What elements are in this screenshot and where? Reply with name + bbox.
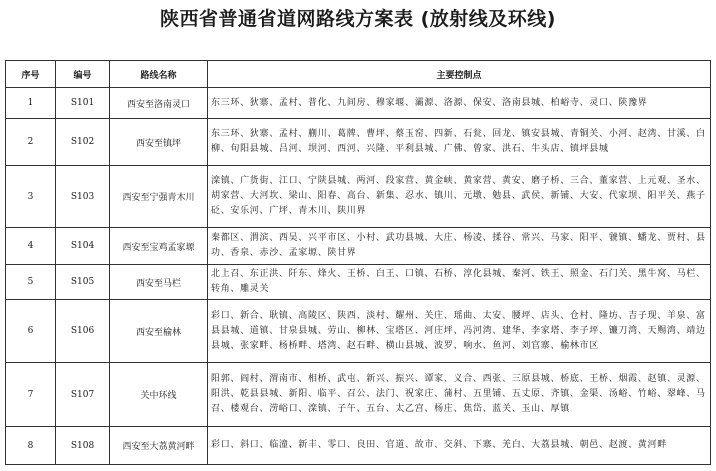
page-title: 陕西省普通省道网路线方案表 (放射线及环线)	[160, 8, 556, 30]
header-code: 编号	[56, 61, 110, 88]
cell-name: 西安至马栏	[110, 265, 208, 300]
cell-code: S104	[56, 228, 110, 265]
cell-controls: 东三环、狄寨、孟村、普化、九间房、穆家堰、灞源、洛源、保安、洛南县城、柏峪寺、灵口、陕豫界	[208, 88, 711, 119]
cell-code: S102	[56, 119, 110, 166]
table-row	[6, 228, 711, 265]
cell-seq: 7	[6, 363, 56, 427]
cell-code: S103	[56, 166, 110, 228]
header-name: 路线名称	[110, 61, 208, 88]
cell-controls: 彩口、新合、耿镇、高陵区、陕西、淡村、耀州、关庄、瑶曲、太安、腰坪、店头、仓村、隆坊、吉子现、羊泉、富县县城、道镇、甘泉县城、劳山、柳林、宝塔区、河庄坪、冯河湾、建华、李家塔、李子坪、镰刀湾、天赐湾、靖边县城、张家畔、杨桥畔、塔湾、赵石畔、横山县城、波罗、响水、鱼河、刘官寨、榆林市区	[208, 300, 711, 363]
cell-controls: 阳郭、阎村、渭南市、相桥、武屯、新兴、振兴、谭家、义合、西张、三原县城、桥底、王桥、烟霞、赵镇、灵源、阳洪、乾县县城、新阳、临平、召公、法门、祝家庄、蒲村、五里铺、五丈原、齐镇、金渠、汤峪、竹峪、翠峰、马召、楼观台、涝峪口、滦镇、子午、五台、太乙宫、杨庄、焦岱、蓝关、玉山、厚镇	[208, 363, 711, 427]
table-row	[6, 166, 711, 228]
cell-seq: 6	[6, 300, 56, 363]
cell-seq: 2	[6, 119, 56, 166]
table-row	[6, 427, 711, 465]
table-row	[6, 363, 711, 427]
road-plan-table	[5, 60, 711, 465]
cell-seq: 1	[6, 88, 56, 119]
cell-code: S108	[56, 427, 110, 465]
cell-controls: 北上召、东正洪、阡东、烽火、王桥、白王、口镇、石桥、淳化县城、秦河、铁王、照金、石门关、黑牛窝、马栏、转角、雕灵关	[208, 265, 711, 300]
table-row	[6, 119, 711, 166]
cell-name: 西安至宝鸡孟家塬	[110, 228, 208, 265]
cell-controls: 彩口、斜口、临潼、新丰、零口、良田、官道、故市、交斜、下寨、羌白、大荔县城、朝邑、赵渡、黄河畔	[208, 427, 711, 465]
table-row	[6, 300, 711, 363]
cell-controls: 滦镇、广货街、江口、宁陕县城、两河、段家营、黄金峡、黄家营、黄安、磨子桥、三合、董家营、上元观、圣水、胡家营、大河坎、梁山、阳春、高台、新集、忍水、镇川、元墩、勉县、武侯、新铺、大安、代家坝、阳平关、燕子砭、安乐河、广坪、青木川、陕川界	[208, 166, 711, 228]
cell-name: 西安至榆林	[110, 300, 208, 363]
table-row	[6, 265, 711, 300]
header-controls: 主要控制点	[208, 61, 711, 88]
cell-seq: 4	[6, 228, 56, 265]
cell-controls: 秦都区、渭滨、西吴、兴平市区、小村、武功县城、大庄、杨凌、揉谷、常兴、马家、阳平、虢镇、蟠龙、贾村、县功、香泉、赤沙、孟家塬、陕甘界	[208, 228, 711, 265]
cell-seq: 3	[6, 166, 56, 228]
cell-name: 西安至镇坪	[110, 119, 208, 166]
cell-code: S106	[56, 300, 110, 363]
table-header-row	[6, 61, 711, 88]
cell-name: 西安至大荔黄河畔	[110, 427, 208, 465]
cell-name: 西安至宁强青木川	[110, 166, 208, 228]
cell-seq: 5	[6, 265, 56, 300]
cell-code: S107	[56, 363, 110, 427]
cell-name: 关中环线	[110, 363, 208, 427]
header-seq: 序号	[6, 61, 56, 88]
table-row	[6, 88, 711, 119]
cell-seq: 8	[6, 427, 56, 465]
cell-code: S101	[56, 88, 110, 119]
cell-code: S105	[56, 265, 110, 300]
cell-controls: 东三环、狄寨、孟村、蒯川、葛牌、曹坪、蔡玉窑、四新、石瓮、回龙、镇安县城、青铜关、小河、赵湾、甘溪、白柳、旬阳县城、吕河、坝河、西河、兴隆、平利县城、广佛、曾家、洪石、牛头店、镇坪县城	[208, 119, 711, 166]
cell-name: 西安至洛南灵口	[110, 88, 208, 119]
